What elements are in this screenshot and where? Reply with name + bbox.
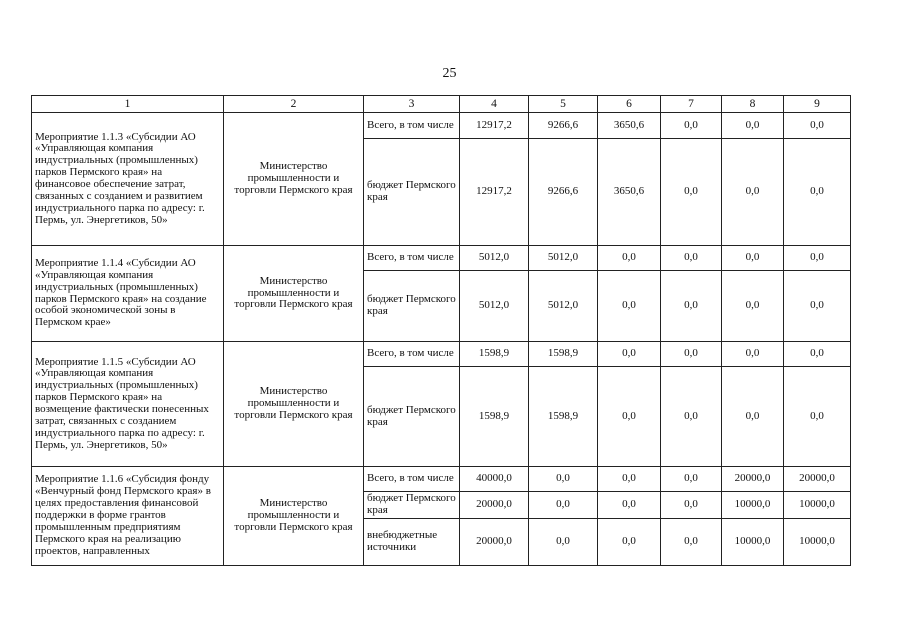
value-cell: 0,0	[661, 113, 722, 139]
value-cell: 0,0	[722, 139, 784, 246]
column-header: 6	[598, 96, 661, 113]
value-cell: 10000,0	[722, 518, 784, 565]
column-header: 2	[224, 96, 364, 113]
table-row	[32, 342, 851, 367]
value-cell: 0,0	[661, 271, 722, 342]
value-cell: 40000,0	[460, 467, 529, 492]
column-header: 1	[32, 96, 224, 113]
value-cell: 0,0	[784, 271, 851, 342]
value-cell: 0,0	[722, 271, 784, 342]
value-cell: 20000,0	[460, 518, 529, 565]
value-cell: 20000,0	[460, 492, 529, 519]
value-cell: 0,0	[784, 342, 851, 367]
value-cell: 0,0	[598, 246, 661, 271]
value-cell: 12917,2	[460, 139, 529, 246]
page-number: 25	[442, 66, 457, 81]
value-cell: 0,0	[661, 246, 722, 271]
event-name: Мероприятие 1.1.5 «Субсидии АО «Управляющая компания индустриальных (промышленных) парков Пермского края» на возмещение фактически понесенных затрат, связанных с созданием индустриального парка по адресу: г. Пермь, ул. Энергетиков, 50»	[32, 342, 224, 467]
value-cell: 3650,6	[598, 139, 661, 246]
funding-source: бюджет Пермского края	[364, 271, 460, 342]
funding-source: Всего, в том числе	[364, 342, 460, 367]
value-cell: 0,0	[661, 492, 722, 519]
value-cell: 3650,6	[598, 113, 661, 139]
value-cell: 0,0	[598, 492, 661, 519]
value-cell: 0,0	[661, 467, 722, 492]
value-cell: 9266,6	[529, 139, 598, 246]
value-cell: 10000,0	[784, 492, 851, 519]
value-cell: 0,0	[529, 518, 598, 565]
column-header: 4	[460, 96, 529, 113]
value-cell: 1598,9	[460, 342, 529, 367]
event-name: Мероприятие 1.1.6 «Субсидия фонду «Венчурный фонд Пермского края» в целях предоставления финансовой поддержки в форме грантов промышленным предприятиям Пермского края на реализацию проектов, направленных	[32, 467, 224, 566]
funding-source: бюджет Пермского края	[364, 367, 460, 467]
program-table	[31, 95, 851, 566]
responsible-ministry: Министерство промышленности и торговли Пермского края	[224, 246, 364, 342]
value-cell: 9266,6	[529, 113, 598, 139]
value-cell: 0,0	[722, 113, 784, 139]
responsible-ministry: Министерство промышленности и торговли Пермского края	[224, 467, 364, 566]
funding-source: бюджет Пермского края	[364, 139, 460, 246]
value-cell: 5012,0	[529, 271, 598, 342]
value-cell: 20000,0	[722, 467, 784, 492]
funding-source: Всего, в том числе	[364, 113, 460, 139]
column-header: 8	[722, 96, 784, 113]
table-row	[32, 467, 851, 492]
funding-source: Всего, в том числе	[364, 246, 460, 271]
value-cell: 20000,0	[784, 467, 851, 492]
value-cell: 0,0	[784, 139, 851, 246]
value-cell: 10000,0	[784, 518, 851, 565]
table-row	[32, 113, 851, 139]
responsible-ministry: Министерство промышленности и торговли Пермского края	[224, 113, 364, 246]
value-cell: 0,0	[661, 342, 722, 367]
value-cell: 1598,9	[460, 367, 529, 467]
value-cell: 0,0	[598, 342, 661, 367]
value-cell: 0,0	[722, 246, 784, 271]
value-cell: 0,0	[661, 518, 722, 565]
value-cell: 1598,9	[529, 342, 598, 367]
column-header: 5	[529, 96, 598, 113]
funding-source: бюджет Пермского края	[364, 492, 460, 519]
value-cell: 0,0	[529, 467, 598, 492]
funding-source: Всего, в том числе	[364, 467, 460, 492]
value-cell: 0,0	[722, 342, 784, 367]
value-cell: 0,0	[661, 367, 722, 467]
value-cell: 0,0	[598, 467, 661, 492]
value-cell: 0,0	[598, 271, 661, 342]
value-cell: 5012,0	[529, 246, 598, 271]
value-cell: 5012,0	[460, 271, 529, 342]
value-cell: 0,0	[598, 518, 661, 565]
event-name: Мероприятие 1.1.4 «Субсидии АО «Управляющая компания индустриальных (промышленных) парков Пермского края» на создание особой экономической зоны в Пермском крае»	[32, 246, 224, 342]
value-cell: 10000,0	[722, 492, 784, 519]
value-cell: 12917,2	[460, 113, 529, 139]
value-cell: 0,0	[722, 367, 784, 467]
column-header: 3	[364, 96, 460, 113]
value-cell: 5012,0	[460, 246, 529, 271]
funding-source: внебюджетные источники	[364, 518, 460, 565]
value-cell: 0,0	[529, 492, 598, 519]
value-cell: 0,0	[784, 246, 851, 271]
responsible-ministry: Министерство промышленности и торговли Пермского края	[224, 342, 364, 467]
event-name: Мероприятие 1.1.3 «Субсидии АО «Управляющая компания индустриальных (промышленных) парков Пермского края» на финансовое обеспечение затрат, связанных с созданием и развитием индустриального парка по адресу: г. Пермь, ул. Энергетиков, 50»	[32, 113, 224, 246]
value-cell: 1598,9	[529, 367, 598, 467]
value-cell: 0,0	[598, 367, 661, 467]
header-row	[32, 96, 851, 113]
value-cell: 0,0	[661, 139, 722, 246]
value-cell: 0,0	[784, 367, 851, 467]
column-header: 7	[661, 96, 722, 113]
table-row	[32, 246, 851, 271]
column-header: 9	[784, 96, 851, 113]
value-cell: 0,0	[784, 113, 851, 139]
